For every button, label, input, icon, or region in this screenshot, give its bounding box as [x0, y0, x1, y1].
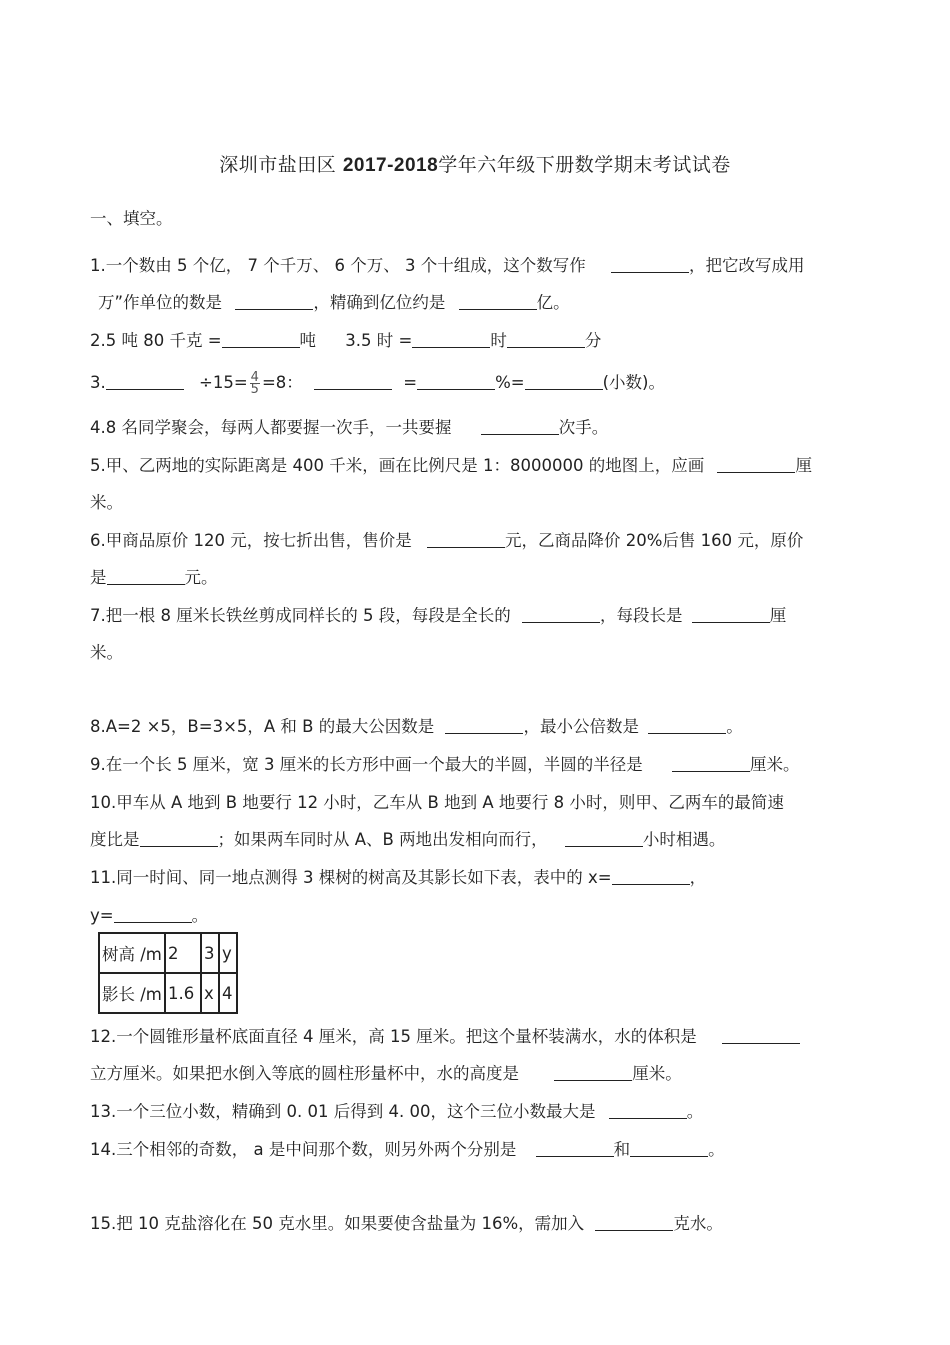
- answer-blank[interactable]: [565, 830, 643, 847]
- question-text: 4.8 名同学聚会，每两人都要握一次手，一共要握: [90, 418, 452, 437]
- question-text: 3.5 时 =: [345, 331, 413, 350]
- question-text: 15.把 10 克盐溶化在 50 克水里。如果要使含盐量为 16%，需加入: [90, 1214, 585, 1233]
- tree-shadow-table: [98, 932, 238, 1014]
- question-8: [90, 716, 743, 738]
- question-text: 。: [708, 1140, 725, 1159]
- question-text: ，最小公倍数是: [523, 717, 639, 736]
- question-text: =: [403, 373, 418, 392]
- table-cell: 2: [165, 933, 201, 973]
- question-10-line-2: [90, 829, 725, 851]
- table-row: [99, 933, 237, 973]
- question-12-line-1: [90, 1026, 800, 1048]
- question-text: 厘: [769, 606, 787, 625]
- question-text: ，把它改写成用: [688, 256, 805, 275]
- question-9: [90, 754, 799, 776]
- question-11-line-1: [90, 867, 706, 889]
- question-3: [90, 372, 665, 395]
- question-text: 9.在一个长 5 厘米，宽 3 厘米的长方形中画一个最大的半圆，半圆的半径是: [90, 755, 643, 774]
- question-text: ，精确到亿位约是: [313, 293, 446, 312]
- question-7-line-1: [90, 605, 786, 627]
- question-text: ，: [689, 868, 707, 887]
- answer-blank[interactable]: [692, 606, 770, 623]
- question-text: 元，乙商品降价 20%后售 160 元，原价: [504, 531, 804, 550]
- question-text: (小数)。: [602, 373, 665, 392]
- question-13: [90, 1101, 703, 1123]
- answer-blank[interactable]: [140, 830, 218, 847]
- answer-blank[interactable]: [106, 373, 184, 390]
- answer-blank[interactable]: [630, 1140, 708, 1157]
- fraction-denominator: 5: [250, 382, 259, 397]
- question-text: 亿。: [536, 293, 570, 312]
- question-11-line-2: [90, 905, 208, 927]
- question-text: 6.甲商品原价 120 元，按七折出售，售价是: [90, 531, 412, 550]
- answer-blank[interactable]: [222, 331, 300, 348]
- question-text: 2.5 吨 80 千克 =: [90, 331, 222, 350]
- question-1-line-1: [90, 255, 804, 277]
- answer-blank[interactable]: [235, 293, 313, 310]
- question-text: 吨: [299, 331, 317, 350]
- answer-blank[interactable]: [648, 717, 726, 734]
- table-cell: 3: [201, 933, 219, 973]
- question-text: 1.一个数由 5 个亿， 7 个千万、 6 个万、 3 个十组成，这个数写作: [90, 256, 586, 275]
- question-text: 。: [686, 1102, 704, 1121]
- question-14: [90, 1139, 725, 1161]
- question-text: 13.一个三位小数，精确到 0. 01 后得到 4. 00，这个三位小数最大是: [90, 1102, 596, 1121]
- question-text: 次手。: [558, 418, 609, 437]
- question-6-line-2: [90, 567, 218, 589]
- answer-blank[interactable]: [609, 1102, 687, 1119]
- question-text: 。: [191, 906, 209, 925]
- question-text: 小时相遇。: [642, 830, 726, 849]
- question-text: ，每段长是: [599, 606, 683, 625]
- question-text: 14.三个相邻的奇数， a 是中间那个数，则另外两个分别是: [90, 1140, 517, 1159]
- question-text: ；如果两车同时从 A、B 两地出发相向而行，: [217, 830, 548, 849]
- answer-blank[interactable]: [114, 906, 192, 923]
- answer-blank[interactable]: [536, 1140, 614, 1157]
- answer-blank[interactable]: [507, 331, 585, 348]
- answer-blank[interactable]: [611, 256, 689, 273]
- question-1-line-2: [98, 292, 570, 314]
- question-2: [90, 330, 601, 352]
- answer-blank[interactable]: [595, 1214, 673, 1231]
- answer-blank[interactable]: [481, 418, 559, 435]
- table-cell: x: [201, 973, 219, 1013]
- answer-blank[interactable]: [445, 717, 523, 734]
- question-4: [90, 417, 608, 439]
- answer-blank[interactable]: [525, 373, 603, 390]
- answer-blank[interactable]: [722, 1027, 800, 1044]
- exam-title: [0, 150, 950, 177]
- question-12-line-2: [90, 1063, 682, 1085]
- answer-blank[interactable]: [314, 373, 392, 390]
- question-7-line-2: 米。: [90, 643, 123, 662]
- question-text: 度比是: [90, 830, 140, 849]
- section-heading: 一、填空。: [90, 209, 173, 228]
- answer-blank[interactable]: [522, 606, 600, 623]
- table-cell: 4: [219, 973, 237, 1013]
- question-text: 立方厘米。如果把水倒入等底的圆柱形量杯中，水的高度是: [90, 1064, 519, 1083]
- answer-blank[interactable]: [717, 456, 795, 473]
- question-text: 和: [613, 1140, 631, 1159]
- table-cell: 影长 /m: [99, 973, 165, 1013]
- table-cell: 树高 /m: [99, 933, 165, 973]
- answer-blank[interactable]: [459, 293, 537, 310]
- title-prefix: 深圳市盐田区: [219, 154, 337, 176]
- question-5-line-1: [90, 455, 812, 477]
- question-6-line-1: [90, 530, 803, 552]
- question-text: ÷15=: [199, 373, 248, 392]
- question-text: 克水。: [673, 1214, 723, 1233]
- question-text: 厘米。: [632, 1064, 682, 1083]
- answer-blank[interactable]: [554, 1064, 632, 1081]
- question-text: y=: [90, 906, 114, 925]
- question-text: 12.一个圆锥形量杯底面直径 4 厘米，高 15 厘米。把这个量杯装满水，水的体积是: [90, 1027, 697, 1046]
- table-row: [99, 973, 237, 1013]
- question-text: 8.A=2 ×5，B=3×5，A 和 B 的最大公因数是: [90, 717, 435, 736]
- question-text: 分: [584, 331, 602, 350]
- answer-blank[interactable]: [612, 868, 690, 885]
- question-text: 11.同一时间、同一地点测得 3 棵树的树高及其影长如下表，表中的 x=: [90, 868, 612, 887]
- question-text: =8：: [261, 373, 303, 392]
- question-text: 厘: [795, 456, 812, 475]
- question-5-line-2: 米。: [90, 493, 123, 512]
- table-cell: y: [219, 933, 237, 973]
- answer-blank[interactable]: [427, 531, 505, 548]
- table-cell: 1.6: [165, 973, 201, 1013]
- question-text: 5.甲、乙两地的实际距离是 400 千米，画在比例尺是 1：8000000 的地图上，应画: [90, 456, 705, 475]
- question-text: 时: [490, 331, 507, 350]
- answer-blank[interactable]: [672, 755, 750, 772]
- title-suffix: 学年六年级下册数学期末考试试卷: [438, 154, 731, 176]
- title-year: 2017-2018: [342, 155, 439, 176]
- question-text: 3.: [90, 373, 106, 392]
- question-text: 。: [726, 717, 743, 736]
- question-text: 厘米。: [749, 755, 800, 774]
- question-text: 元。: [184, 568, 218, 587]
- question-text: 7.把一根 8 厘米长铁丝剪成同样长的 5 段，每段是全长的: [90, 606, 511, 625]
- question-text: %=: [495, 373, 525, 392]
- fraction: [250, 372, 260, 395]
- answer-blank[interactable]: [412, 331, 490, 348]
- question-text: 是: [90, 568, 107, 587]
- question-10-line-1: 10.甲车从 A 地到 B 地要行 12 小时，乙车从 B 地到 A 地要行 8 小时，则甲、乙两车的最简速: [90, 793, 784, 812]
- question-text: 万”作单位的数是: [98, 293, 223, 312]
- question-15: [90, 1213, 723, 1235]
- answer-blank[interactable]: [417, 373, 495, 390]
- answer-blank[interactable]: [107, 568, 185, 585]
- fraction-numerator: 4: [250, 370, 259, 385]
